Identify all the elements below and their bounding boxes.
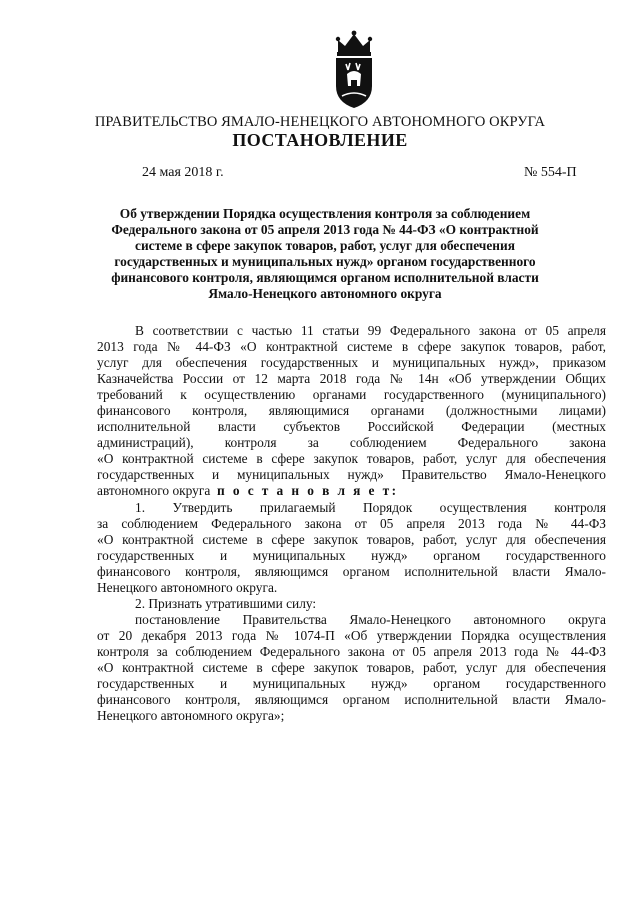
resolves-word: п о с т а н о в л я е т:	[217, 483, 399, 498]
text-line: «О контрактной системе в сфере закупок товаров, работ, услуг для обеспечения	[97, 660, 606, 675]
document-type: ПОСТАНОВЛЕНИЕ	[232, 130, 408, 150]
text-line	[97, 483, 606, 499]
title-line: финансового контроля, являющимся органом исполнительной власти	[111, 270, 539, 285]
text-line: «О контрактной системе в сфере закупок товаров, работ, услуг для обеспечения	[97, 532, 606, 547]
title-line: Федерального закона от 05 апреля 2013 года № 44-ФЗ «О контрактной	[111, 222, 539, 237]
text-line: Ненецкого автономного округа.	[97, 580, 278, 595]
text-line: требований к осуществлению органами государственного (муниципального)	[97, 387, 606, 402]
text-line: В соответствии с частью 11 статьи 99 Федерального закона от 05 апреля	[135, 323, 606, 338]
text-line: Ненецкого автономного округа»;	[97, 708, 285, 723]
title-line: Ямало-Ненецкого автономного округа	[208, 286, 442, 301]
text-line: администраций), контроля за соблюдением Федерального закона	[97, 435, 606, 450]
text-line: от 20 декабря 2013 года № 1074-П «Об утверждении Порядка осуществления	[97, 628, 606, 643]
text-line: государственных и муниципальных нужд» Правительство Ямало-Ненецкого	[97, 467, 606, 482]
text-line: финансового контроля, являющимися органами (должностными лицами)	[97, 403, 606, 418]
item-2-heading: 2. Признать утратившими силу:	[135, 596, 317, 611]
text-line: контроля за соблюдением Федерального закона от 05 апреля 2013 года № 44-ФЗ	[97, 644, 606, 659]
text-line: финансового контроля, являющимся органом исполнительной власти Ямало-	[97, 564, 606, 579]
text-line: 2013 года № 44-ФЗ «О контрактной системе в сфере закупок товаров, работ,	[97, 339, 606, 354]
document-number: № 554-П	[524, 165, 577, 180]
item-2-paragraph	[97, 596, 606, 724]
text-line: за соблюдением Федерального закона от 05 апреля 2013 года № 44-ФЗ	[97, 516, 606, 531]
title-line: государственных и муниципальных нужд» органом государственного	[114, 254, 536, 269]
text-line: постановление Правительства Ямало-Ненецкого автономного округа	[135, 612, 606, 627]
document-date: 24 мая 2018 г.	[142, 165, 224, 180]
text-line: Казначейства России от 12 марта 2018 года № 14н «Об утверждении Общих	[97, 371, 606, 386]
title-line: Об утверждении Порядка осуществления контроля за соблюдением	[119, 206, 531, 221]
preamble-paragraph	[97, 323, 606, 499]
text-line: государственных и муниципальных нужд» органом государственного	[97, 676, 606, 691]
text-line: исполнительной власти субъектов Российской Федерации (местных	[97, 419, 606, 434]
text-line: государственных и муниципальных нужд» органом государственного	[97, 548, 606, 563]
text-line: «О контрактной системе в сфере закупок товаров, работ, услуг для обеспечения	[97, 451, 606, 466]
item-1-paragraph	[97, 500, 606, 596]
title-line: системе в сфере закупок товаров, работ, услуг для обеспечения	[135, 238, 515, 253]
resolving-subject: автономного округа	[97, 483, 211, 498]
text-line: услуг для обеспечения государственных и муниципальных нужд», приказом	[97, 355, 606, 370]
text-line: финансового контроля, являющимся органом исполнительной власти Ямало-	[97, 692, 606, 707]
document-title	[108, 206, 542, 302]
text-line: 1. Утвердить прилагаемый Порядок осуществления контроля	[135, 500, 606, 515]
government-name: ПРАВИТЕЛЬСТВО ЯМАЛО-НЕНЕЦКОГО АВТОНОМНОГО ОКРУГА	[94, 114, 546, 130]
coat-of-arms-icon	[330, 30, 378, 110]
